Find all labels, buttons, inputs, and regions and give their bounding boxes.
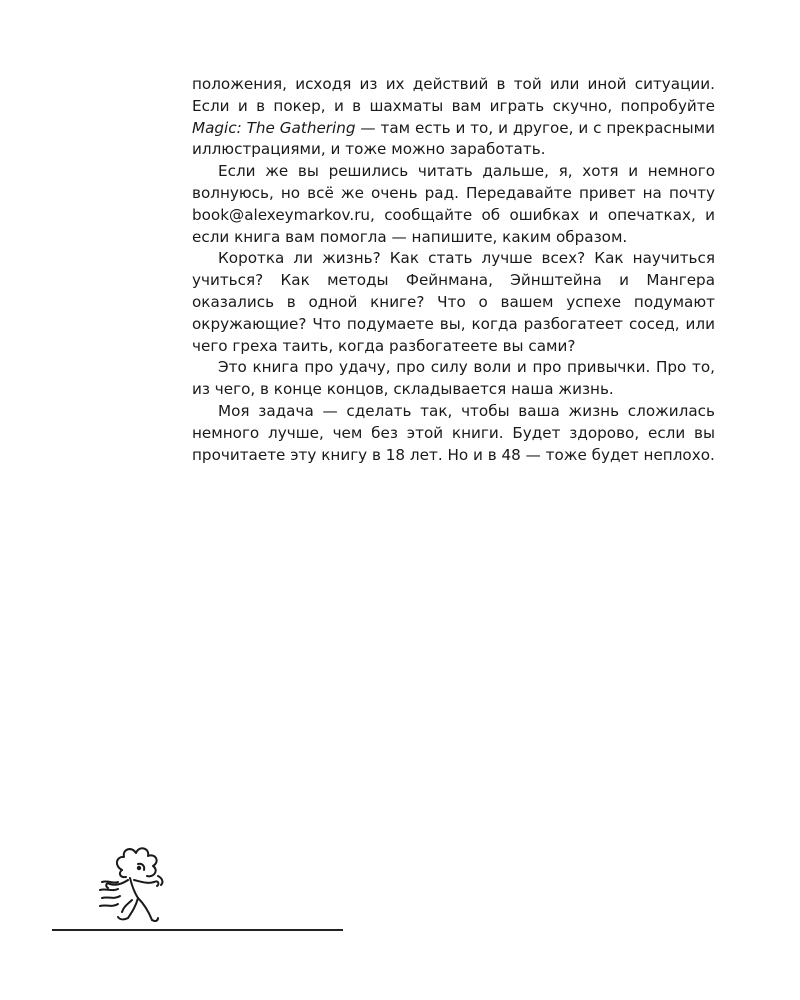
paragraph-text-after: — там есть и то, и другое, и с прекрасными иллюстрациями, и тоже можно заработать.	[192, 118, 716, 159]
game-title-emphasis: Magic: The Gathering	[192, 118, 356, 137]
paragraph-continuation	[192, 74, 715, 161]
paragraph-questions: Коротка ли жизнь? Как стать лучше всех? Как научиться учиться? Как методы Фейнмана, Эйнштейна и Мангера оказались в одной книге? Что о вашем успехе подумают окружающие? Что подумаете вы, когда разбогатеет сосед, или чего греха таить, когда разбогатеете вы сами?	[192, 249, 715, 355]
footer-rule	[52, 929, 343, 931]
paragraph-about-book: Это книга про удачу, про силу воли и про привычки. Про то, из чего, в конце концов, складывается наша жизнь.	[192, 358, 715, 399]
body-text	[192, 74, 715, 466]
paragraph-greeting: Если же вы решились читать дальше, я, хотя и немного волнуюсь, но всё же очень рад. Передавайте привет на почту book@alexeymarkov.ru, сообщайте об ошибках и опечатках, и если книга вам помогла — напишите, каким образом.	[192, 162, 715, 246]
paragraph-author-goal: Моя задача — сделать так, чтобы ваша жизнь сложилась немного лучше, чем без этой книги. Будет здорово, если вы прочитаете эту книгу в 18 лет. Но и в 48 — тоже будет неплохо.	[192, 401, 715, 464]
running-sketch-character-icon	[92, 840, 172, 925]
paragraph-text-before: положения, исходя из их действий в той или иной ситуации. Если и в покер, и в шахматы вам играть скучно, попробуйте	[192, 75, 715, 115]
